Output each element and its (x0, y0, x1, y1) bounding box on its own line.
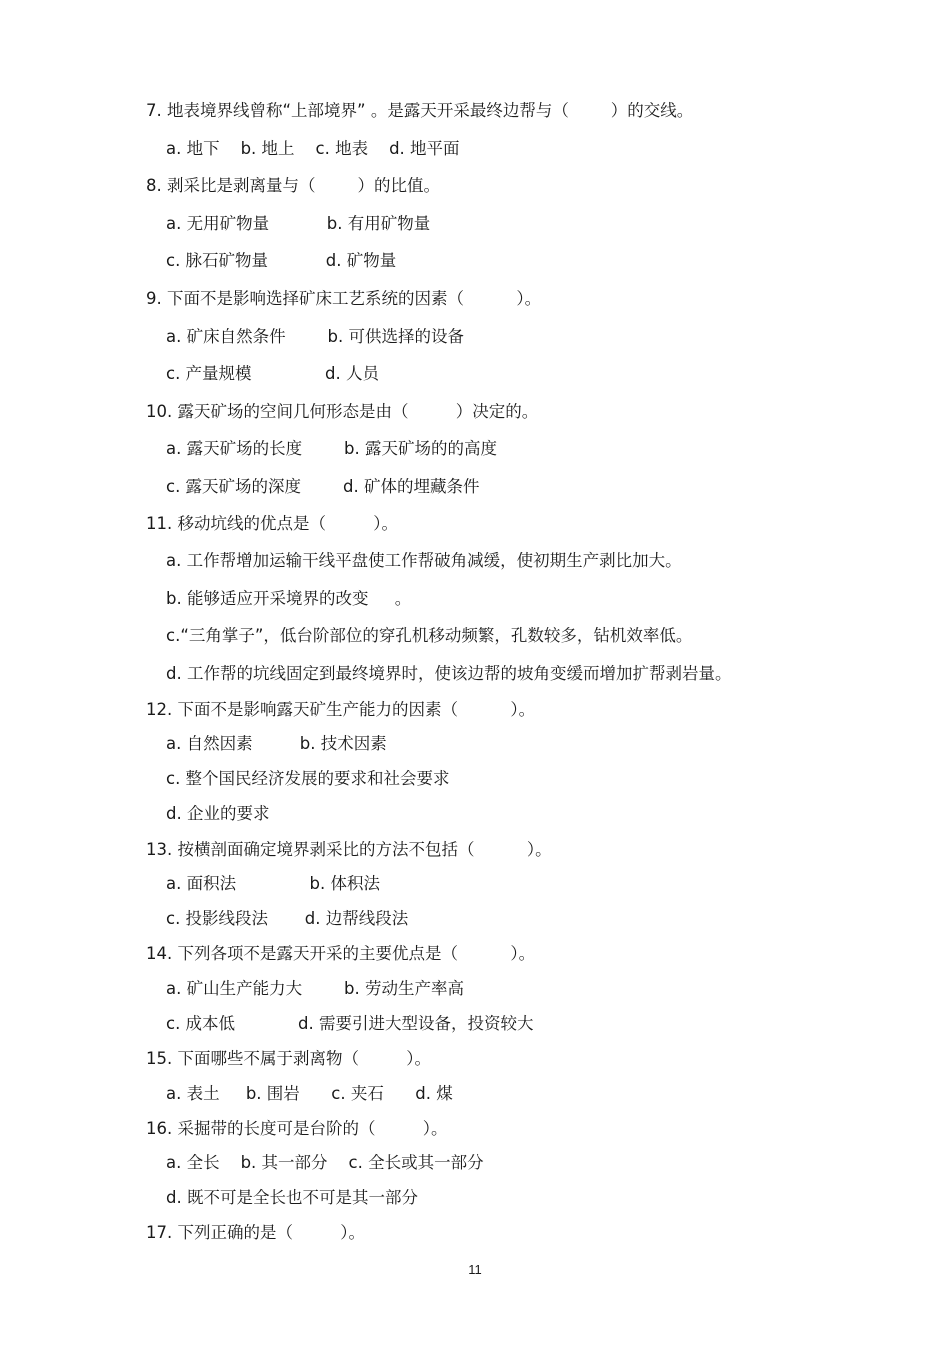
page-number: 11 (468, 1262, 482, 1277)
question-11-option-d: d. 工作帮的坑线固定到最终境界时，使该边帮的坡角变缓而增加扩帮剥岩量。 (166, 664, 732, 683)
question-16-options-abc: a. 全长 b. 其一部分 c. 全长或其一部分 (166, 1153, 484, 1172)
question-10: 10. 露天矿场的空间几何形态是由（ ）决定的。 (146, 402, 539, 421)
question-16: 16. 采掘带的长度可是台阶的（ ）。 (146, 1119, 448, 1138)
question-13-options-cd: c. 投影线段法 d. 边帮线段法 (166, 909, 409, 928)
question-13: 13. 按横剖面确定境界剥采比的方法不包括（ ）。 (146, 840, 552, 859)
question-8: 8. 剥采比是剥离量与（ ）的比值。 (146, 176, 440, 195)
question-16-option-d: d. 既不可是全长也不可是其一部分 (166, 1188, 418, 1207)
question-11-option-c: c.“三角掌子”，低台阶部位的穿孔机移动频繁，孔数较多，钻机效率低。 (166, 626, 693, 645)
question-9: 9. 下面不是影响选择矿床工艺系统的因素（ ）。 (146, 289, 542, 308)
question-17: 17. 下列正确的是（ ）。 (146, 1223, 365, 1242)
question-10-options-ab: a. 露天矿场的长度 b. 露天矿场的的高度 (166, 439, 498, 458)
question-11: 11. 移动坑线的优点是（ ）。 (146, 514, 398, 533)
question-12-options-ab: a. 自然因素 b. 技术因素 (166, 734, 387, 753)
question-7-options: a. 地下 b. 地上 c. 地表 d. 地平面 (166, 139, 460, 158)
question-15: 15. 下面哪些不属于剥离物（ ）。 (146, 1049, 431, 1068)
question-12-option-d: d. 企业的要求 (166, 804, 270, 823)
question-15-options: a. 表土 b. 围岩 c. 夹石 d. 煤 (166, 1084, 453, 1103)
question-12-option-c: c. 整个国民经济发展的要求和社会要求 (166, 769, 450, 788)
question-9-options-cd: c. 产量规模 d. 人员 (166, 364, 379, 383)
question-14: 14. 下列各项不是露天开采的主要优点是（ ）。 (146, 944, 536, 963)
question-12: 12. 下面不是影响露天矿生产能力的因素（ ）。 (146, 700, 536, 719)
question-13-options-ab: a. 面积法 b. 体积法 (166, 874, 380, 893)
question-11-option-b: b. 能够适应开采境界的改变 。 (166, 589, 412, 608)
question-14-options-ab: a. 矿山生产能力大 b. 劳动生产率高 (166, 979, 465, 998)
question-14-options-cd: c. 成本低 d. 需要引进大型设备，投资较大 (166, 1014, 534, 1033)
question-7: 7. 地表境界线曾称“上部境界” 。是露天开采最终边帮与（ ）的交线。 (146, 101, 694, 120)
question-10-options-cd: c. 露天矿场的深度 d. 矿体的埋藏条件 (166, 477, 480, 496)
question-11-option-a: a. 工作帮增加运输干线平盘使工作帮破角减缓，使初期生产剥比加大。 (166, 551, 682, 570)
question-9-options-ab: a. 矿床自然条件 b. 可供选择的设备 (166, 327, 465, 346)
question-8-options-cd: c. 脉石矿物量 d. 矿物量 (166, 251, 397, 270)
question-8-options-ab: a. 无用矿物量 b. 有用矿物量 (166, 214, 431, 233)
